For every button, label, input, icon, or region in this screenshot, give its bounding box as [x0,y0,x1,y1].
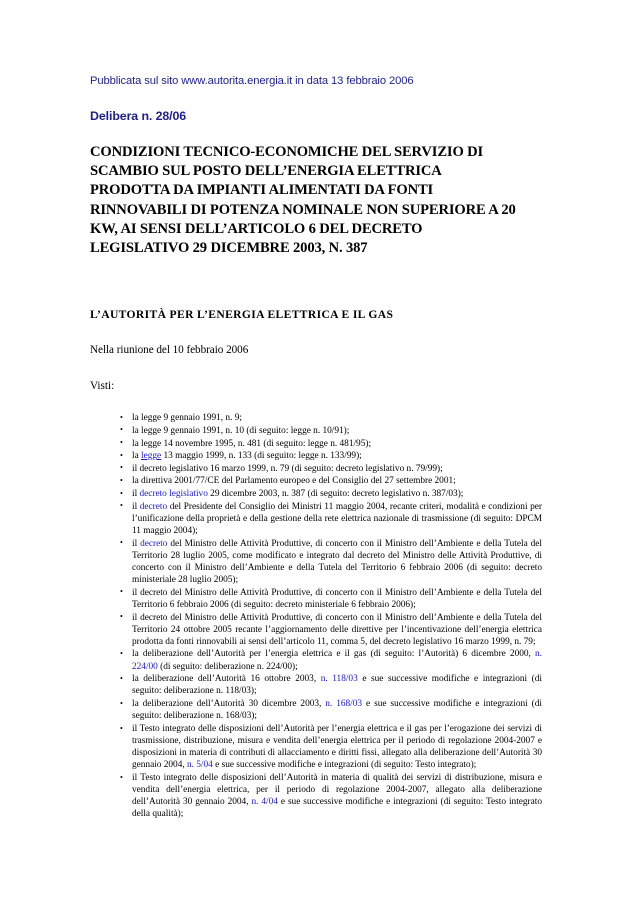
item-text: il decreto del Ministro delle Attività Produttive, di concerto con il Ministro dell’Ambiente e della Tutela del Territorio 24 ottobre 2005 recante l’aggiornamento delle direttive per l’incentivazione dell’energia elettrica prodotta da fonti rinnovabili ai sensi dell’articolo 11, comma 5, del decreto legislativo 16 marzo 1999, n. 79; [132,612,542,647]
item-text: 29 dicembre 2003, n. 387 (di seguito: decreto legislativo n. 387/03); [207,489,464,500]
item-text: la deliberazione dell’Autorità 16 ottobre 2003, [132,674,321,685]
delibera-heading: Delibera n. 28/06 [90,109,187,123]
visti-label: Visti: [90,380,115,393]
item-text: e sue successive modifiche e integrazioni (di seguito: Testo integrato della qualità); [132,797,542,820]
item-text: la direttiva 2001/77/CE del Parlamento europeo e del Consiglio del 27 settembre 2001; [132,476,456,487]
item-text: (di seguito: deliberazione n. 224/00); [157,661,298,672]
item-text: e sue successive modifiche e integrazioni (di seguito: deliberazione n. 168/03); [132,699,542,722]
visti-list-item [90,723,542,771]
title-line: LEGISLATIVO 29 DICEMBRE 2003, N. 387 [90,240,368,257]
visti-list-item [90,425,542,437]
item-text: e sue successive modifiche e integrazioni (di seguito: Testo integrato); [212,760,477,771]
item-text: il [132,489,140,500]
item-text: il decreto legislativo 16 marzo 1999, n. 79 (di seguito: decreto legislativo n. 79/99); [132,463,443,474]
item-text: la deliberazione dell’Autorità per l’energia elettrica e il gas (di seguito: l’Autorità) 6 dicembre 2000, [132,649,536,660]
visti-list-item [90,438,542,450]
item-text: la legge 14 novembre 1995, n. 481 (di seguito: legge n. 481/95); [132,438,372,449]
title-line: PRODOTTA DA IMPIANTI ALIMENTATI DA FONTI [90,182,434,199]
meeting-line: Nella riunione del 10 febbraio 2006 [90,344,249,357]
visti-list-item [90,587,542,611]
reference-link[interactable]: n. 118/03 [320,674,358,685]
document-title [90,143,542,258]
item-text: il decreto del Ministro delle Attività Produttive, di concerto con il Ministro dell’Ambiente e della Tutela del Territorio 6 febbraio 2006 (di seguito: decreto ministeriale 6 febbraio 2006); [132,587,542,610]
visti-list-item [90,648,542,672]
reference-link[interactable]: decreto legislativo [139,489,208,500]
reference-link[interactable]: n. 224/00 [132,649,542,672]
item-text: il [132,501,140,512]
visti-list-item [90,412,542,424]
item-text: la deliberazione dell’Autorità 30 dicembre 2003, [132,699,326,710]
item-text: la legge 9 gennaio 1991, n. 10 (di seguito: legge n. 10/91); [132,425,350,436]
authority-heading: L’AUTORITÀ PER L’ENERGIA ELETTRICA E IL GAS [90,308,394,322]
visti-list [90,412,542,820]
item-text: la legge 9 gennaio 1991, n. 9; [132,413,242,424]
publication-line: Pubblicata sul sito www.autorita.energia.it in data 13 febbraio 2006 [90,75,414,87]
visti-list-item [90,488,542,500]
visti-list-item [90,475,542,487]
visti-list-item [90,463,542,475]
visti-list-item [90,612,542,648]
item-text: 13 maggio 1999, n. 133 (di seguito: legge n. 133/99); [161,451,362,462]
visti-list-item [90,501,542,537]
title-line: KW, AI SENSI DELL’ARTICOLO 6 DEL DECRETO [90,220,423,237]
item-text: il [132,538,141,549]
item-text: e sue successive modifiche e integrazioni (di seguito: deliberazione n. 118/03); [132,674,542,697]
item-text: il Testo integrato delle disposizioni dell’Autorità per l’energia elettrica e il gas per l’erogazione dei servizi di trasmissione, distribuzione, misura e vendita dell’energia elettrica per il periodo di regolazione 2004-2007 e disposizioni in materia di contributi di allacciamento e diritti fissi, allegato alla deliberazione dell’Autorità 30 gennaio 2004, [132,724,542,771]
item-text: del Presidente del Consiglio dei Ministri 11 maggio 2004, recante criteri, modalità e condizioni per l’unificazione della proprietà e della gestione della rete elettrica nazionale di trasmissione (di seguito: DPCM 11 maggio 2004); [132,501,543,536]
visti-list-item [90,772,542,820]
item-text: la [132,451,142,462]
visti-list-item [90,538,542,586]
reference-link[interactable]: decreto [139,501,168,512]
item-text: del Ministro delle Attività Produttive, di concerto con il Ministro dell’Ambiente e della Tutela del Territorio 28 luglio 2005, come modificato e integrato dal decreto del Ministro delle Attività Produttive, di concerto con il Ministro dell’Ambiente e della Tutela del Territorio 6 febbraio 2006 (di seguito: decreto ministeriale 28 luglio 2005); [132,538,542,585]
document-content [90,74,542,821]
visti-list-item [90,673,542,697]
reference-link[interactable]: n. 168/03 [325,699,363,710]
reference-link[interactable]: n. 4/04 [251,797,278,808]
title-line: RINNOVABILI DI POTENZA NOMINALE NON SUPERIORE A 20 [90,201,516,218]
visti-list-item [90,450,542,462]
item-text: il Testo integrato delle disposizioni dell’Autorità in materia di qualità dei servizi di distribuzione, misura e vendita dell’energia elettrica, per il periodo di regolazione 2004-2007, allegato alla deliberazione dell’Autorità 30 gennaio 2004, [132,773,542,808]
reference-link[interactable]: decreto [140,538,168,549]
reference-link[interactable]: legge [141,451,162,462]
visti-list-item [90,698,542,722]
title-line: SCAMBIO SUL POSTO DELL’ENERGIA ELETTRICA [90,163,442,180]
reference-link[interactable]: n. 5/04 [187,760,213,771]
title-line: CONDIZIONI TECNICO-ECONOMICHE DEL SERVIZIO DI [90,144,484,160]
